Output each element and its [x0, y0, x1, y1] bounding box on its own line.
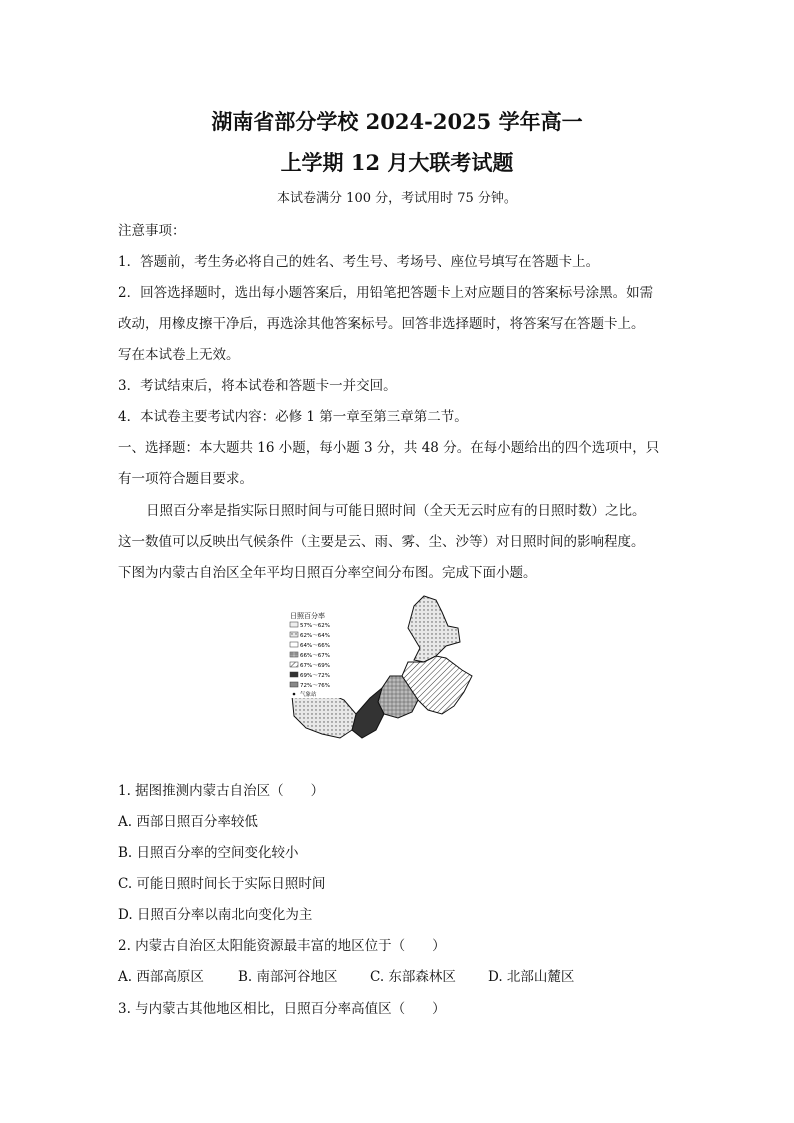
question-2-option-b[interactable]: B. 南部河谷地区 — [238, 969, 338, 985]
legend-title: 日照百分率 — [290, 612, 325, 620]
legend-station: 气象站 — [300, 692, 317, 698]
exam-title-line2: 上学期 12 月大联考试题 — [280, 150, 514, 175]
question-2-option-c[interactable]: C. 东部森林区 — [370, 969, 456, 985]
sunshine-percentage-map — [286, 592, 490, 740]
map-region-dark — [352, 688, 384, 738]
note-line: 3．考试结束后，将本试卷和答题卡一并交回。 — [118, 378, 397, 394]
map-region-east — [408, 596, 460, 662]
question-2-options — [118, 965, 574, 985]
passage-line: 这一数值可以反映出气候条件（主要是云、雨、雾、尘、沙等）对日照时间的影响程度。 — [118, 534, 645, 550]
note-line: 4．本试卷主要考试内容：必修 1 第一章至第三章第二节。 — [118, 409, 468, 425]
notes-heading: 注意事项： — [118, 223, 186, 239]
legend-item: 62%～64% — [300, 633, 330, 639]
question-2-option-a[interactable]: A. 西部高原区 — [118, 969, 204, 985]
note-line: 改动，用橡皮擦干净后，再选涂其他答案标号。回答非选择题时，将答案写在答题卡上。 — [118, 316, 645, 332]
note-line: 1．答题前，考生务必将自己的姓名、考生号、考场号、座位号填写在答题卡上。 — [118, 254, 600, 270]
legend-item: 67%～69% — [300, 663, 330, 669]
legend-item: 69%～72% — [300, 673, 330, 679]
note-line: 写在本试卷上无效。 — [118, 347, 240, 363]
section-heading-cont: 有一项符合题目要求。 — [118, 471, 253, 487]
question-1-stem: 1. 据图推测内蒙古自治区（ ） — [118, 783, 325, 799]
exam-title-line1: 湖南省部分学校 2024-2025 学年高一 — [211, 109, 583, 134]
question-2-stem: 2. 内蒙古自治区太阳能资源最丰富的地区位于（ ） — [118, 938, 446, 954]
question-2-option-d[interactable]: D. 北部山麓区 — [488, 969, 575, 985]
passage-line: 下图为内蒙古自治区全年平均日照百分率空间分布图。完成下面小题。 — [118, 565, 537, 581]
legend-item: 72%～76% — [300, 683, 330, 689]
question-1-option-c[interactable]: C. 可能日照时间长于实际日照时间 — [118, 876, 326, 892]
legend-item: 66%～67% — [300, 653, 330, 659]
question-1-option-d[interactable]: D. 日照百分率以南北向变化为主 — [118, 907, 313, 923]
note-line: 2．回答选择题时，选出每小题答案后，用铅笔把答题卡上对应题目的答案标号涂黑。如需 — [118, 285, 654, 301]
question-3-stem: 3. 与内蒙古其他地区相比，日照百分率高值区（ ） — [118, 1001, 446, 1017]
passage-line: 日照百分率是指实际日照时间与可能日照时间（全天无云时应有的日照时数）之比。 — [146, 503, 646, 519]
question-1-option-b[interactable]: B. 日照百分率的空间变化较小 — [118, 845, 299, 861]
legend-item: 57%～62% — [300, 623, 330, 629]
question-1-option-a[interactable]: A. 西部日照百分率较低 — [118, 814, 258, 830]
exam-subtitle: 本试卷满分 100 分，考试用时 75 分钟。 — [277, 191, 517, 206]
section-heading: 一、选择题：本大题共 16 小题，每小题 3 分，共 48 分。在每小题给出的四个选项中，只 — [118, 440, 660, 456]
legend-item: 64%～66% — [300, 643, 330, 649]
